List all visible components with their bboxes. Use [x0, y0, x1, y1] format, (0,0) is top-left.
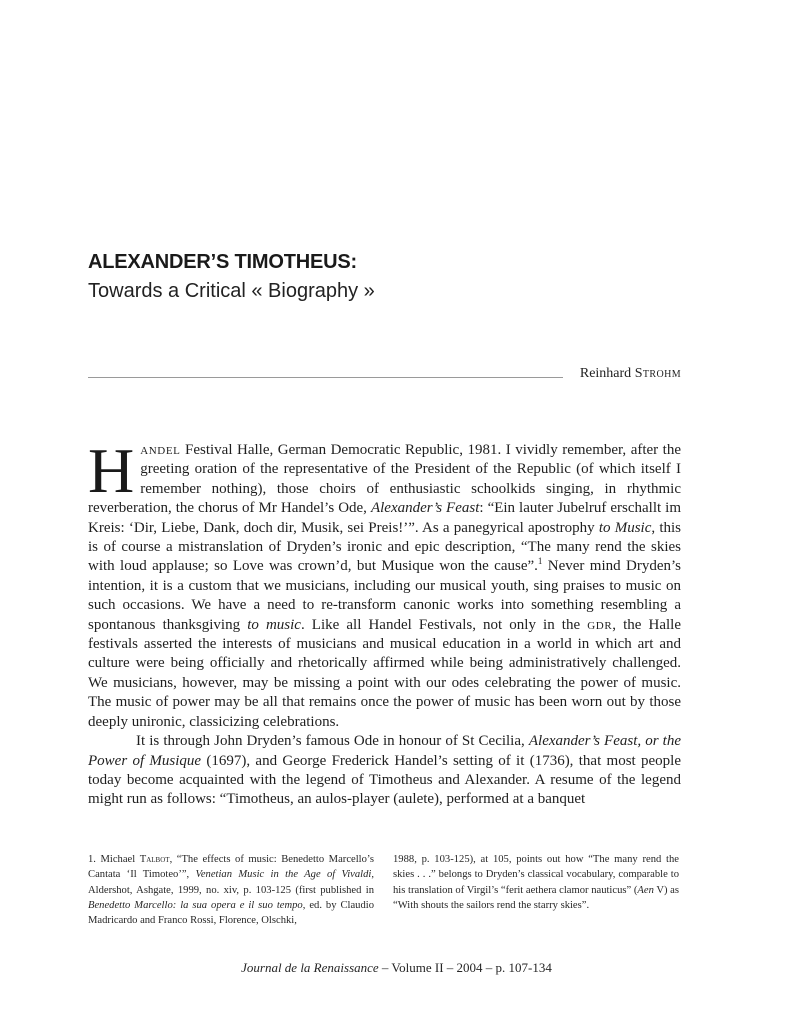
footnote-1	[88, 852, 374, 928]
article-subtitle: Towards a Critical « Biography »	[88, 280, 375, 302]
paragraph-1	[88, 435, 682, 732]
text-run: . Like all Handel Festivals, not only in the	[300, 616, 588, 633]
journal-name: Journal de la Renaissance	[241, 960, 379, 975]
work-title: Alexander’s Feast	[370, 500, 480, 517]
author-last-name: Strohm	[634, 366, 681, 381]
text-run: Never mind Dryden’s intention, it is a custom that we musicians, including our musical youth, sing praises to music on such occasions. We have a need to re-transform canonic works into something resembling a spontanous thanksgiving	[88, 558, 681, 633]
article-title: ALEXANDER’S TIMOTHEUS:	[88, 251, 357, 273]
article-body	[88, 435, 682, 810]
author-first-name: Reinhard	[579, 366, 632, 381]
paragraph-lead-in: andel	[140, 442, 181, 458]
drop-cap: H	[88, 435, 135, 506]
cited-title: Aen	[637, 884, 654, 896]
text-run: Festival Halle, German Democratic Republic, 1981. I vividly remember, after the greeting oration of the representative of the President of the Republic (of which itself I remember nothing), those choirs of enthusiastic schoolkids singing, in rhythmic reverberation, the chorus of Mr Handel’s Ode,	[88, 442, 681, 517]
emphasis: to music	[247, 616, 301, 633]
text-run: , the Halle festivals asserted the interests of musicians and musical education in a world in which art and culture were being officially and rhetorically affirmed while being administratively challenged. We musicians, however, may be missing a point with our odes celebrating the power of music. The music of power may be all that remains once the power of music has been worn out by those deeply unironic, classicizing celebrations.	[88, 616, 682, 730]
text-run: , “The effects of music: Benedetto Marcello’s Cantata ‘Il Timoteo’”,	[88, 854, 374, 881]
text-run: , ed. by Claudio Madricardo and Franco Rossi, Florence, Olschki,	[88, 899, 374, 927]
footnote-column-left	[88, 852, 374, 928]
text-run: Michael	[95, 854, 140, 865]
footnote-ref[interactable]: 1	[537, 556, 543, 567]
footnote-1-continued	[393, 852, 679, 913]
text-run: It is through John Dryden’s famous Ode in honour of St Cecilia,	[136, 733, 529, 750]
text-run: (1697), and George Frederick Handel’s setting of it (1736), that most people today become acquainted with the legend of Timotheus and Alexander. A resume of the legend might run as follows: “Timotheus, an aulos-player (aulete), performed at a banquet	[88, 752, 681, 808]
cited-title: Venetian Music in the Age of Vivaldi	[195, 869, 372, 881]
footnote-column-right	[393, 852, 679, 913]
emphasis: to Music	[598, 519, 652, 536]
footnote-number: 1.	[88, 854, 96, 865]
page-footer	[0, 960, 793, 976]
footer-details: – Volume II – 2004 – p. 107-134	[378, 960, 552, 975]
cited-title: Benedetto Marcello: la sua opera e il suo tempo	[88, 899, 303, 911]
work-title: Alexander’s Feast, or the Power of Musique	[88, 733, 681, 769]
text-run: 1988, p. 103-125), at 105, points out how “The many rend the skies . . .” belongs to Dryden’s classical vocabulary, comparable to his translation of Virgil’s “ferit aethera clamor nauticus” (	[393, 854, 679, 896]
text-run: : “Ein lauter Jubelruf erschallt im Kreis: ‘Dir, Liebe, Dank, doch dir, Musik, sei Preis!’”. As a panegyrical apostrophy	[88, 500, 682, 536]
text-run: , Aldershot, Ashgate, 1999, no. xiv, p. 103-125 (first published in	[88, 869, 374, 896]
text-run: V) as “With shouts the sailors rend the starry skies”.	[393, 884, 680, 911]
cited-author: Talbot	[139, 854, 170, 865]
text-run: , this is of course a mistranslation of Dryden’s ironic and epic description, “The many rend the skies with loud applause; so Love was crown’d, but Musique won the cause”.	[88, 519, 681, 575]
title-rule	[88, 377, 563, 378]
acronym: gdr	[587, 616, 613, 633]
author-name	[580, 366, 681, 382]
paragraph-2	[88, 732, 681, 810]
